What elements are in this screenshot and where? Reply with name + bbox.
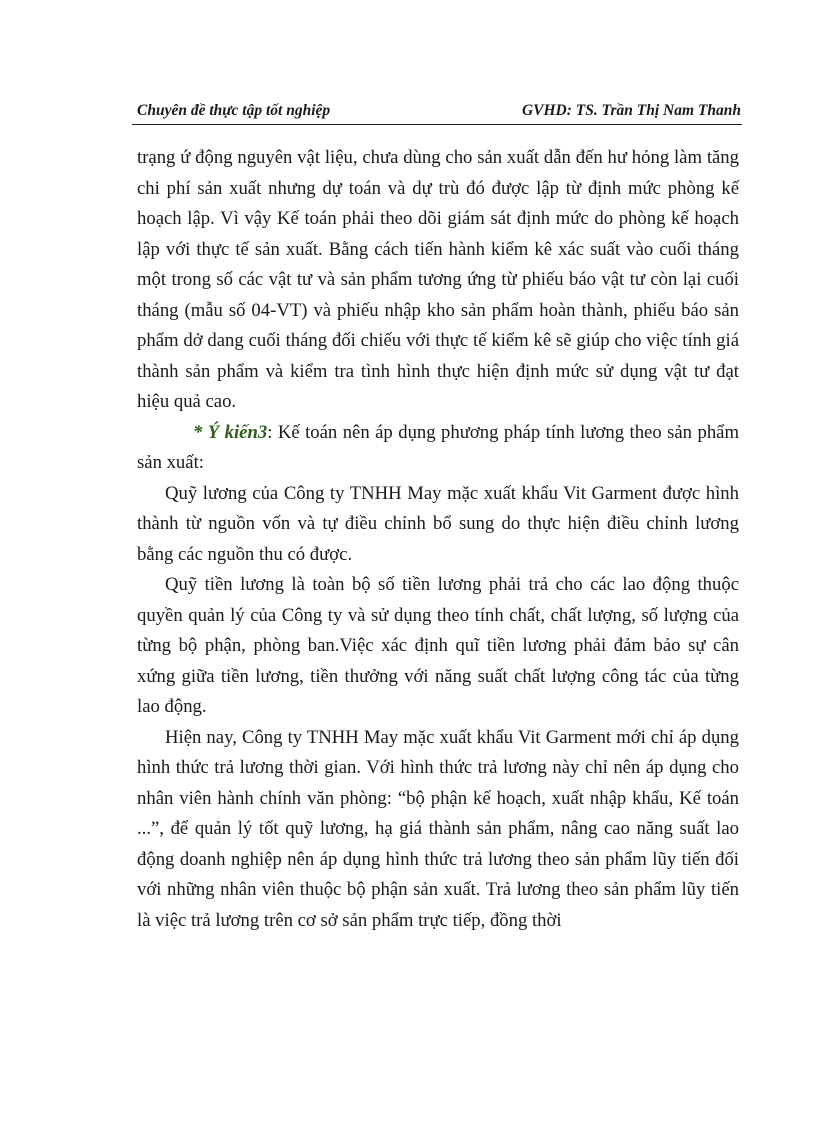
header-thesis-title: Chuyên đề thực tập tốt nghiệp — [137, 102, 331, 119]
paragraph-opinion-3 — [137, 418, 739, 479]
page-header — [137, 102, 741, 124]
paragraph-current-practice: Hiện nay, Công ty TNHH May mặc xuất khẩu Vit Garment mới chỉ áp dụng hình thức trả lương thời gian. Với hình thức trả lương này chỉ nên áp dụng cho nhân viên hành chính văn phòng: “bộ phận kế hoạch, xuất nhập khẩu, Kế toán ...”, để quản lý tốt quỹ lương, hạ giá thành sản phẩm, nâng cao năng suất lao động doanh nghiệp nên áp dụng hình thức trả lương theo sản phẩm lũy tiến đối với những nhân viên thuộc bộ phận sản xuất. Trả lương theo sản phẩm lũy tiến là việc trả lương trên cơ sở sản phẩm trực tiếp, đồng thời — [137, 726, 739, 931]
opinion-3-heading: * Ý kiến3 — [193, 421, 268, 443]
paragraph-salary-fund: Quỹ lương của Công ty TNHH May mặc xuất khẩu Vit Garment được hình thành từ nguồn vốn và tự điều chỉnh bổ sung do thực hiện điều chỉnh lương bằng các nguồn thu có được. — [137, 482, 739, 565]
paragraph-wage-fund: Quỹ tiền lương là toàn bộ số tiền lương phải trả cho các lao động thuộc quyền quản lý của Công ty và sử dụng theo tính chất, chất lượng, số lượng của từng bộ phận, phòng ban.Việc xác định quĩ tiền lương phải đảm bảo sự cân xứng giữa tiền lương, tiền thưởng với năng suất chất lượng công tác của từng lao động. — [137, 574, 739, 717]
header-divider — [132, 124, 742, 125]
document-body — [137, 143, 739, 936]
paragraph-continuation: trạng ứ động nguyên vật liệu, chưa dùng cho sản xuất dẫn đến hư hỏng làm tăng chi phí sản xuất nhưng dự toán và dự trù đó được lập từ định mức phòng kế hoạch lập. Vì vậy Kế toán phải theo dõi giám sát định mức do phòng kế hoạch lập với thực tế sản xuất. Bằng cách tiến hành kiểm kê xác suất vào cuối tháng một trong số các vật tư và sản phẩm tương ứng từ phiếu báo vật tư còn lại cuối tháng (mẫu số 04-VT) và phiếu nhập kho sản phẩm hoàn thành, phiếu báo sản phẩm dở dang cuối tháng đối chiếu với thực tế kiểm kê sẽ giúp cho việc tính giá thành sản phẩm và kiểm tra tình hình thực hiện định mức sử dụng vật tư đạt hiệu quả cao. — [137, 147, 739, 412]
opinion-3-text: : Kế toán nên áp dụng phương pháp tính lương theo sản phẩm sản xuất: — [137, 421, 739, 473]
header-supervisor: GVHD: TS. Trần Thị Nam Thanh — [521, 102, 741, 119]
